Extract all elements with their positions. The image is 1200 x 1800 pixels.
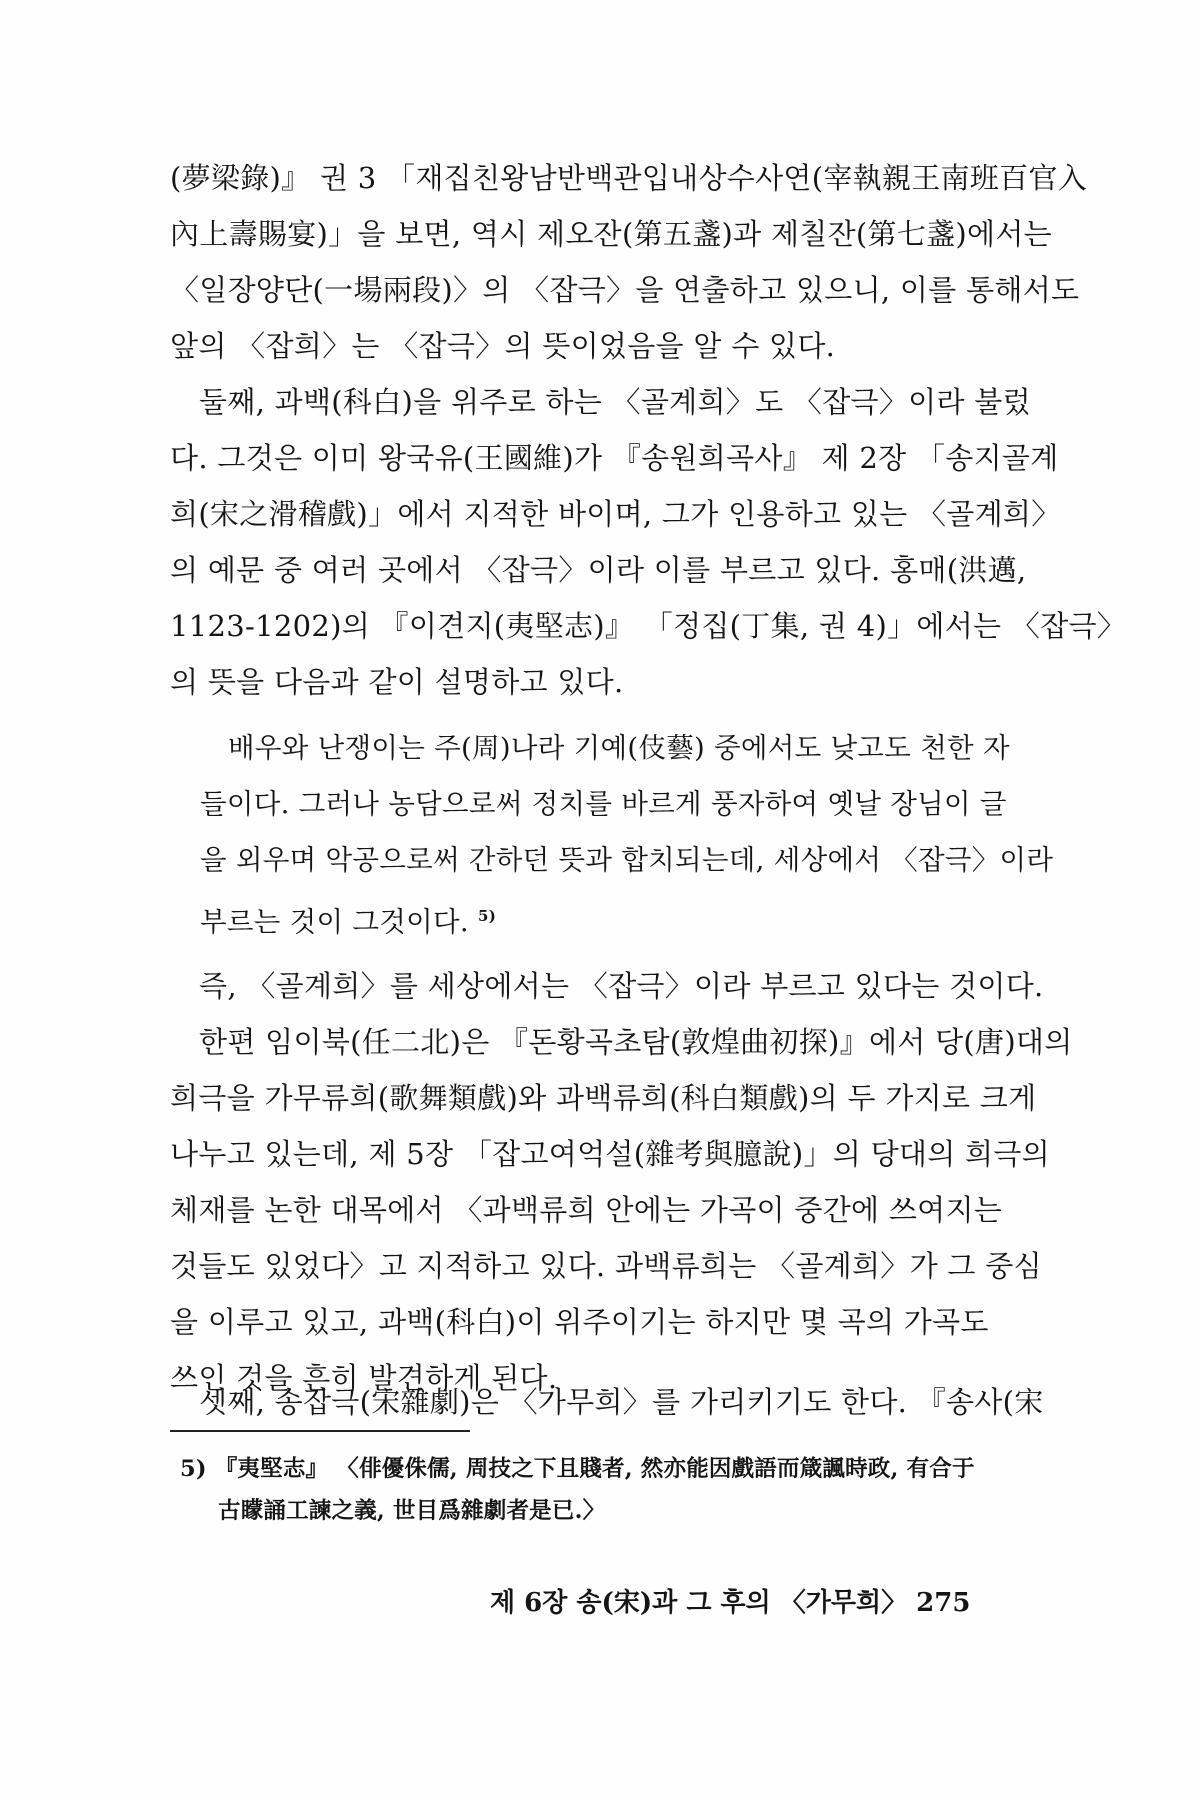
body-line: 內上壽賜宴)」을 보면, 역시 제오잔(第五盞)과 제칠잔(第七盞)에서는 [170,217,1052,251]
body-line: 나누고 있는데, 제 5장 「잡고여억설(雜考與臆說)」의 당대의 희극의 [170,1137,1050,1171]
footnote-line: 古矇誦工諫之義, 世目爲雜劇者是已.〉 [218,1498,606,1524]
footnote-line: 5) 『夷堅志』 〈俳優侏儒, 周技之下且賤者, 然亦能因戲語而箴諷時政, 有合于 [180,1456,975,1482]
body-line: 의 뜻을 다음과 같이 설명하고 있다. [170,665,624,699]
body-line: 셋째, 송잡극(宋雜劇)은 〈가무희〉를 가리키기도 한다. 『송사(宋 [199,1385,1044,1419]
body-line: 의 예문 중 여러 곳에서 〈잡극〉이라 이를 부르고 있다. 홍매(洪邁, [170,553,1027,587]
quote-line: 들이다. 그러나 농담으로써 정치를 바르게 풍자하여 옛날 장님이 글 [200,788,1007,820]
body-line: 다. 그것은 이미 왕국유(王國維)가 『송원희곡사』 제 2장 「송지골계 [170,441,1059,475]
body-line: 쓰인 것을 흔히 발견하게 된다. [170,1361,558,1395]
quote-line [200,896,1020,942]
body-line: (夢梁錄)』 권 3 「재집친왕남반백관입내상수사연(宰執親王南班百官入 [170,161,1088,195]
footnote-separator [170,1430,470,1432]
body-line: 〈일장양단(一場兩段)〉의 〈잡극〉을 연출하고 있으니, 이를 통해서도 [170,273,1080,307]
body-line: 즉, 〈골계희〉를 세상에서는 〈잡극〉이라 부르고 있다는 것이다. [199,969,1044,1003]
footnote-reference[interactable]: 5) [477,907,497,925]
body-line: 것들도 있었다〉고 지적하고 있다. 과백류희는 〈골계희〉가 그 중심 [170,1249,1042,1283]
quote-last-line-text: 부르는 것이 그것이다. [200,906,469,939]
body-line: 희(宋之滑稽戲)」에서 지적한 바이며, 그가 인용하고 있는 〈골계희〉 [170,497,1061,531]
body-line: 앞의 〈잡희〉는 〈잡극〉의 뜻이었음을 알 수 있다. [170,329,836,363]
body-line: 을 이루고 있고, 과백(科白)이 위주이기는 하지만 몇 곡의 가곡도 [170,1305,989,1339]
running-footer: 제 6장 송(宋)과 그 후의 〈가무희〉 275 [490,1588,971,1618]
body-line: 한편 임이북(任二北)은 『돈황곡초탐(敦煌曲初探)』에서 당(唐)대의 [199,1025,1073,1059]
body-line: 둘째, 과백(科白)을 위주로 하는 〈골계희〉도 〈잡극〉이라 불렀 [199,385,1031,419]
quote-line: 배우와 난쟁이는 주(周)나라 기예(伎藝) 중에서도 낮고도 천한 자 [228,732,1010,764]
quote-line: 을 외우며 악공으로써 간하던 뜻과 합치되는데, 세상에서 〈잡극〉이라 [200,844,1054,876]
body-line: 체재를 논한 대목에서 〈과백류희 안에는 가곡이 중간에 쓰여지는 [170,1193,1003,1227]
body-line: 희극을 가무류희(歌舞類戲)와 과백류희(科白類戲)의 두 가지로 크게 [170,1081,1037,1115]
body-line: 1123-1202)의 『이견지(夷堅志)』 「정집(丁集, 권 4)」에서는 〈잡극〉 [170,609,1127,643]
